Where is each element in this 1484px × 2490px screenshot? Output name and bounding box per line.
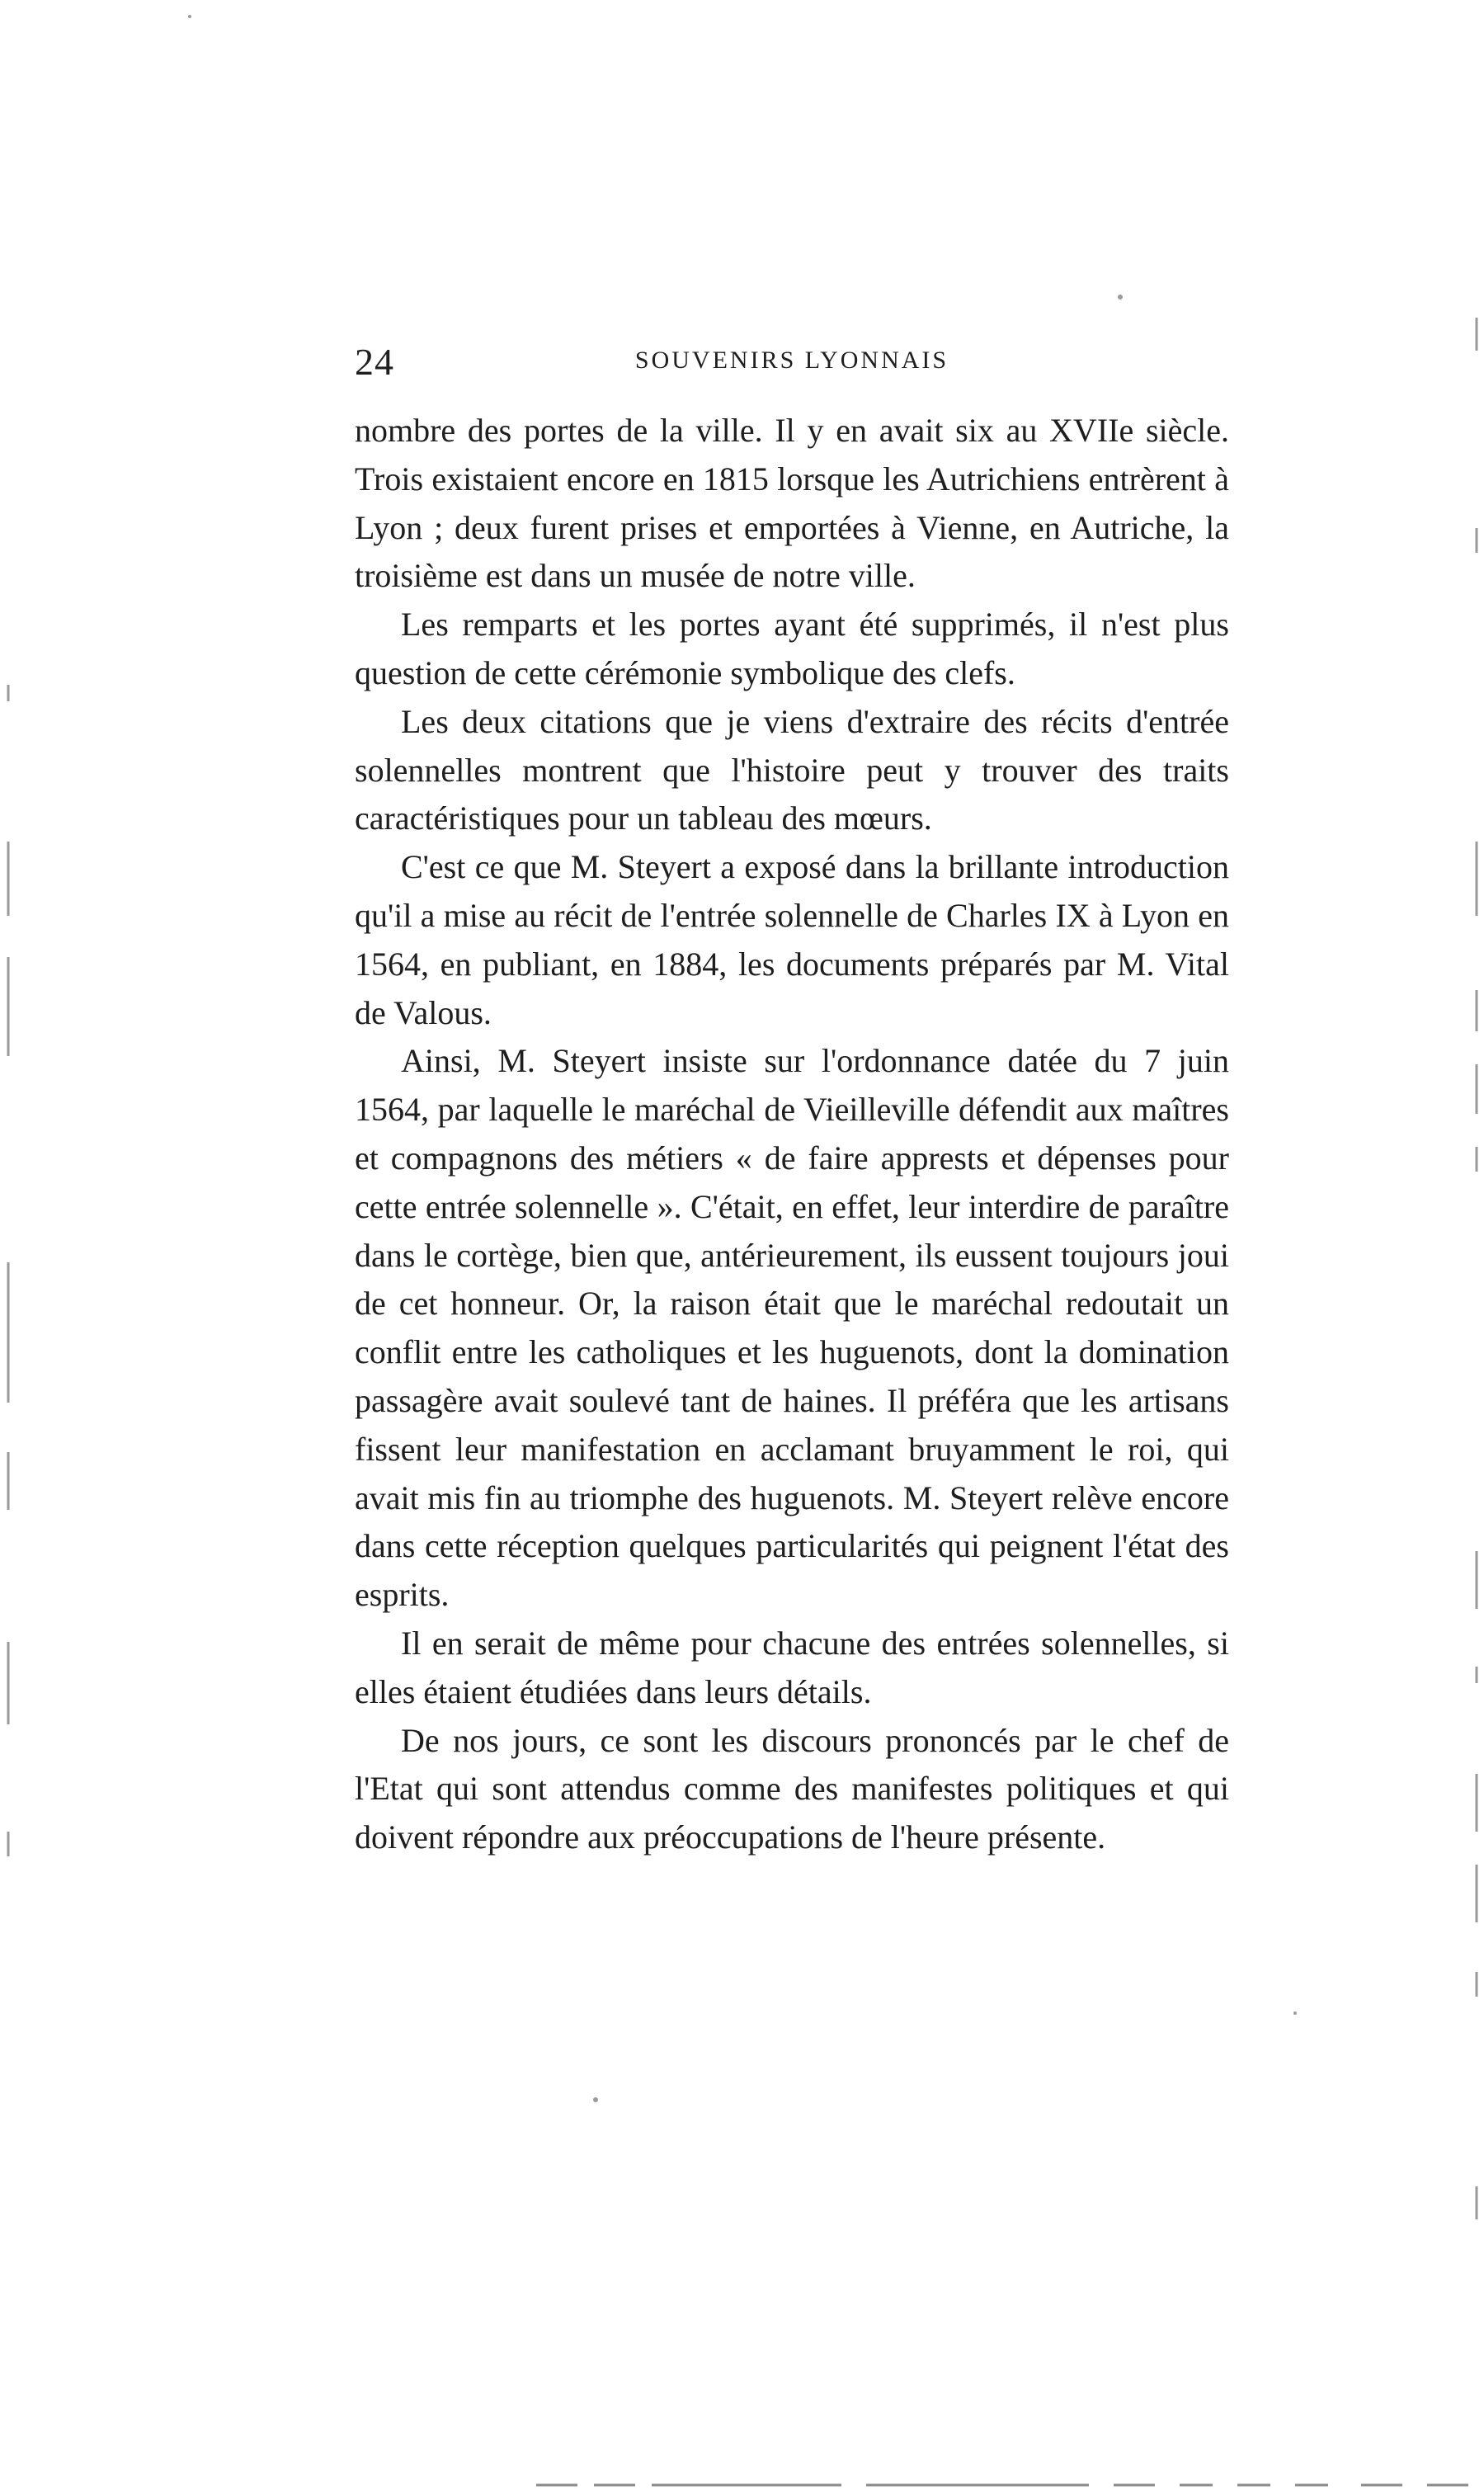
paragraph-continuation: nombre des portes de la ville. Il y en avait six au XVIIe siècle. Trois existaient encore en 1815 lorsque les Autrichiens entrèrent à Lyon ; deux furent prises et emportées à Vienne, en Autriche, la troisième est dans un musée de notre ville. (355, 412, 1229, 595)
scan-speck (1118, 295, 1123, 299)
paragraph-steyert-introduction: C'est ce que M. Steyert a exposé dans la brillante introduction qu'il a mise au récit de l'entrée solennelle de Charles IX à Lyon en 1564, en publiant, en 1884, les documents préparés par M. Vital de Valous. (355, 848, 1229, 1031)
page-number: 24 (355, 341, 394, 383)
paragraph-ordonnance: Ainsi, M. Steyert insiste sur l'ordonnance datée du 7 juin 1564, par laquelle le maréchal de Vieilleville défendit aux maîtres et compagnons des métiers « de faire apprests et dépenses pour cette entrée solennelle ». C'était, en effet, leur interdire de paraître dans le cortège, bien que, antérieurement, ils eussent toujours joui de cet honneur. Or, la raison était que le maréchal redoutait un conflit entre les catholiques et les huguenots, dont la domination passagère avait soulevé tant de haines. Il préféra que les artisans fissent leur manifestation en acclamant bruyamment le roi, qui avait mis fin au triomphe des huguenots. M. Steyert relève encore dans cette réception quelques particularités qui peignent l'état des esprits. (355, 1042, 1229, 1614)
running-title: SOUVENIRS LYONNAIS (634, 347, 949, 374)
paragraph-entrees-solennelles: Il en serait de même pour chacune des entrées solennelles, si elles étaient étudiées dans leurs détails. (355, 1624, 1229, 1710)
scan-speck (1293, 2011, 1297, 2015)
scan-speck (593, 2097, 598, 2102)
body-text (355, 407, 1229, 1862)
paragraph-de-nos-jours: De nos jours, ce sont les discours prononcés par le chef de l'Etat qui sont attendus comme des manifestes politiques et qui doivent répondre aux préoccupations de l'heure présente. (355, 1721, 1229, 1856)
paragraph-remparts: Les remparts et les portes ayant été supprimés, il n'est plus question de cette cérémonie symbolique des clefs. (355, 606, 1229, 691)
scan-speck (188, 15, 191, 18)
running-head (355, 340, 1229, 389)
paragraph-citations: Les deux citations que je viens d'extraire des récits d'entrée solennelles montrent que l'histoire peut y trouver des traits caractéristiques pour un tableau des mœurs. (355, 702, 1229, 837)
